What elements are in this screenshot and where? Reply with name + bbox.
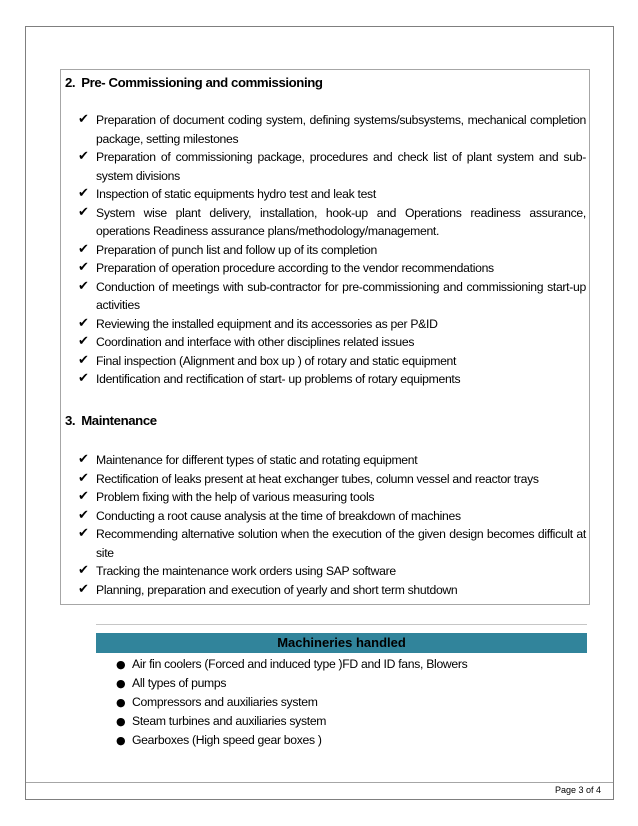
list-item-text: Compressors and auxiliaries system	[132, 695, 318, 709]
machineries-list	[116, 655, 467, 750]
list-item	[116, 731, 467, 750]
checkmark-icon: ✔	[78, 526, 89, 541]
list-item	[116, 674, 467, 693]
list-item	[78, 111, 586, 148]
section-2-title: Pre- Commissioning and commissioning	[81, 75, 323, 90]
bullet-icon: ●	[116, 715, 126, 728]
bullet-icon: ●	[116, 696, 126, 709]
list-item-text: Coordination and interface with other disciplines related issues	[96, 335, 415, 349]
checkmark-icon: ✔	[78, 260, 89, 275]
checkmark-icon: ✔	[78, 315, 89, 331]
list-item-text: Maintenance for different types of static and rotating equipment	[96, 453, 418, 467]
checkmark-icon: ✔	[78, 186, 89, 201]
footer-divider	[26, 782, 613, 783]
list-item	[78, 185, 586, 204]
list-item-text: Inspection of static equipments hydro test and leak test	[96, 187, 376, 201]
section-3-title: Maintenance	[81, 413, 157, 428]
section-2-heading	[65, 75, 323, 90]
divider	[96, 624, 587, 625]
list-item-text: Planning, preparation and execution of yearly and short term shutdown	[96, 582, 458, 597]
checkmark-icon: ✔	[78, 241, 89, 257]
list-item	[78, 315, 586, 334]
list-item	[78, 259, 586, 278]
checkmark-icon: ✔	[78, 470, 89, 486]
list-item	[116, 655, 467, 674]
list-item-text: Preparation of punch list and follow up of its completion	[96, 242, 377, 257]
section-3-list	[78, 451, 586, 599]
list-item-text: Reviewing the installed equipment and its accessories as per P&ID	[96, 316, 438, 331]
checkmark-icon: ✔	[78, 112, 89, 127]
page-number: Page 3 of 4	[554, 785, 601, 795]
list-item	[78, 204, 586, 241]
checkmark-icon: ✔	[78, 581, 89, 597]
checkmark-icon: ✔	[78, 563, 89, 578]
list-item-text: Rectification of leaks present at heat exchanger tubes, column vessel and reactor trays	[96, 471, 539, 486]
list-item	[78, 333, 586, 352]
bullet-icon: ●	[116, 658, 126, 671]
list-item-text: Preparation of operation procedure according to the vendor recommendations	[96, 261, 494, 275]
list-item-text: Air fin coolers (Forced and induced type )FD and ID fans, Blowers	[132, 657, 468, 671]
checkmark-icon: ✔	[78, 149, 89, 164]
bullet-icon: ●	[116, 734, 126, 747]
section-3-number: 3.	[65, 413, 76, 428]
checkmark-icon: ✔	[78, 204, 89, 220]
list-item	[116, 712, 467, 731]
list-item-text: Tracking the maintenance work orders using SAP software	[96, 564, 396, 578]
list-item	[78, 451, 586, 470]
list-item-text: System wise plant delivery, installation, hook-up and Operations readiness assurance, operations Readiness assurance plans/methodology/management.	[96, 205, 586, 238]
list-item-text: Recommending alternative solution when the execution of the given design becomes difficult at site	[96, 527, 586, 560]
list-item-text: Preparation of document coding system, defining systems/subsystems, mechanical completion package, setting milestones	[96, 113, 586, 146]
machineries-banner: Machineries handled	[96, 633, 587, 653]
checkmark-icon: ✔	[78, 507, 89, 523]
list-item-text: Steam turbines and auxiliaries system	[132, 714, 327, 728]
section-3-heading	[65, 413, 157, 428]
list-item-text: Conduction of meetings with sub-contractor for pre-commissioning and commissioning start-up activities	[96, 279, 586, 312]
list-item	[78, 352, 586, 371]
list-item-text: Preparation of commissioning package, procedures and check list of plant system and sub-system divisions	[96, 150, 586, 183]
list-item	[116, 693, 467, 712]
checkmark-icon: ✔	[78, 452, 89, 467]
section-2-number: 2.	[65, 75, 76, 90]
list-item	[78, 370, 586, 389]
checkmark-icon: ✔	[78, 334, 89, 349]
list-item	[78, 507, 586, 526]
list-item	[78, 148, 586, 185]
list-item	[78, 241, 586, 260]
list-item	[78, 581, 586, 600]
list-item	[78, 470, 586, 489]
list-item	[78, 562, 586, 581]
list-item-text: Final inspection (Alignment and box up ) of rotary and static equipment	[96, 353, 457, 368]
checkmark-icon: ✔	[78, 371, 89, 386]
bullet-icon: ●	[116, 677, 126, 690]
checkmark-icon: ✔	[78, 489, 89, 504]
section-2-list	[78, 111, 586, 389]
list-item-text: Identification and rectification of start- up problems of rotary equipments	[96, 372, 461, 386]
list-item	[78, 488, 586, 507]
checkmark-icon: ✔	[78, 278, 89, 294]
list-item-text: All types of pumps	[132, 676, 227, 690]
checkmark-icon: ✔	[78, 352, 89, 368]
list-item-text: Conducting a root cause analysis at the time of breakdown of machines	[96, 508, 461, 523]
list-item-text: Problem fixing with the help of various measuring tools	[96, 490, 375, 504]
list-item	[78, 278, 586, 315]
list-item-text: Gearboxes (High speed gear boxes )	[132, 733, 322, 747]
list-item	[78, 525, 586, 562]
